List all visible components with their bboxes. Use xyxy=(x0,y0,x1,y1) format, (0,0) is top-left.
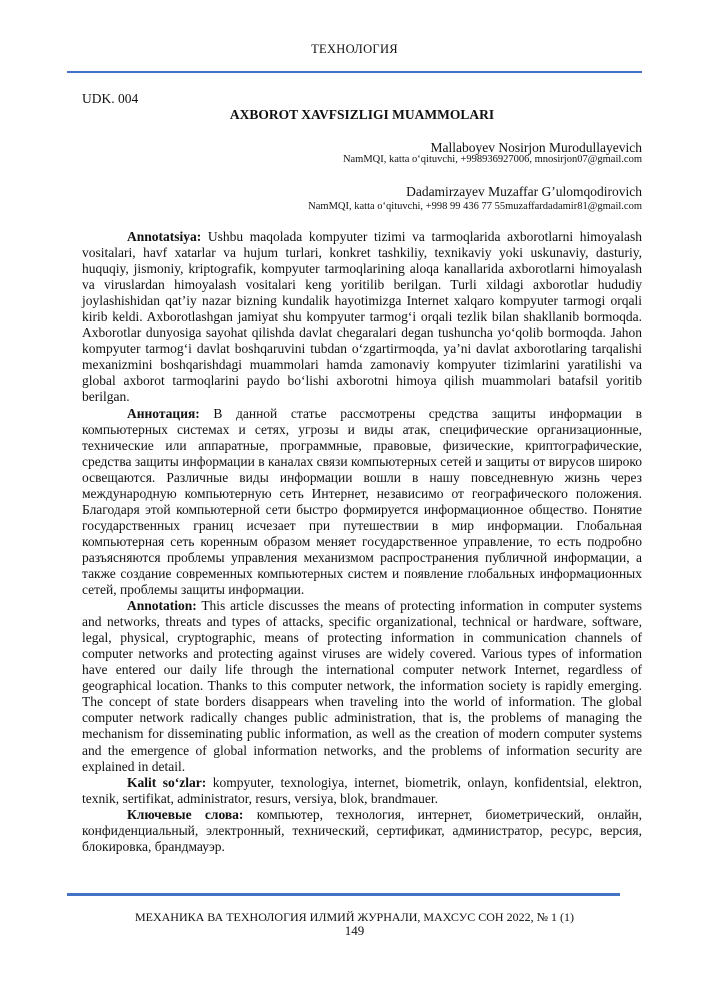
abstract-ru xyxy=(82,406,642,599)
page-number: 149 xyxy=(344,923,365,938)
journal-name: МЕХАНИКА ВА ТЕХНОЛОГИЯ ИЛМИЙ ЖУРНАЛИ, МАХСУС СОН 2022, № 1 (1) xyxy=(134,910,575,924)
keywords-uz-label: Kalit so‘zlar: xyxy=(127,774,207,790)
udk-code: UDK. 004 xyxy=(82,91,139,106)
running-head: ТЕХНОЛОГИЯ xyxy=(311,42,398,56)
keywords-ru-label: Ключевые слова: xyxy=(127,806,244,822)
keywords-ru-text: компьютер, технология, интернет, биометрический, онлайн, конфиденциальный, электронный, технический, сертификат, администратор, ресурс, версия, блокировка, брандмауэр. xyxy=(82,806,643,854)
footer-rule xyxy=(67,893,620,896)
abstract-uz-label: Annotatsiya: xyxy=(127,229,202,244)
abstract-ru-text: В данной статье рассмотрены средства защиты информации в компьютерных системах и сетях, угрозы и виды атак, специфические организационные, технические или аппаратные, программные, правовые, физические, криптографические, средства защиты информации в каналах связи компьютерных сетей и защиты от вирусов широко освещаются. Различные виды информации вошли в нашу повседневную жизнь через международную компьютерную сеть Интернет, независимо от географического положения. Благодаря этой компьютерной сети быстро формируется информационное общество. Понятие государственных границ исчезает при путешествии в мир информации. Глобальная компьютерная сеть коренным образом меняет государственное управление, то есть подробно разъясняются проблемы управления механизмом распространения публичной информации, а также создание современных компьютерных систем и появление глобальных информационных сетей, проблемы защиты информации. xyxy=(82,405,642,598)
header-rule xyxy=(67,71,642,73)
abstract-uz xyxy=(82,229,642,406)
abstract-en-text: This article discusses the means of protecting information in computer systems and networks, threats and types of attacks, specific organizational, technical or hardware, software, legal, physical, cryptographic, means of protecting information in communication channels of computer networks and protecting against viruses are widely covered. Various types of information have entered our daily life through the international computer network Internet, regardless of geographical location. Thanks to this computer network, the information society is rapidly emerging. The concept of state borders disappears when traveling into the world of information. The global computer network radically changes public administration, that is, the problems of managing the mechanism for disseminating public information, as well as the creation of modern computer systems and the emergence of global information networks, and the problems of information security are explained in detail. xyxy=(82,598,643,774)
abstract-en xyxy=(82,598,642,775)
abstract-ru-label: Аннотация: xyxy=(127,405,200,421)
article-title: AXBOROT XAVFSIZLIGI MUAMMOLARI xyxy=(229,107,495,122)
keywords-uz-text: kompyuter, texnologiya, internet, biometrik, onlayn, konfidentsial, elektron, texnik, sertifikat, administrator, resurs, versiya, blok, brandmauer. xyxy=(82,774,643,806)
keywords-uz xyxy=(82,775,642,807)
author-2-name: Dadamirzayev Muzaffar G’ulomqodirovich xyxy=(406,184,642,199)
article-body xyxy=(82,229,642,855)
author-1-name: Mallaboyev Nosirjon Murodullayevich xyxy=(430,140,642,155)
author-2-affiliation: NamMQI, katta o‘qituvchi, +998 99 436 77 55muzaffardadamir81@gmail.com xyxy=(308,201,642,212)
keywords-ru xyxy=(82,807,642,855)
author-1-affiliation: NamMQI, katta o‘qituvchi, +998936927006, mnosirjon07@gmail.com xyxy=(342,154,642,165)
abstract-en-label: Annotation: xyxy=(127,598,197,614)
abstract-uz-text: Ushbu maqolada kompyuter tizimi va tarmoqlarida axborotlarni himoyalash vositalari, havf xatarlar va hujum turlari, konkret tashkiliy, texnikaviy yoki uskunaviy, dasturiy, huquqiy, jismoniy, kriptografik, kompyuter tarmoqlarining aloqa kanallarida axborotlarni himoyalash va viruslardan himoyalash vositalari keng yoritilib berilgan. Turli xildagi axborotlar hududiy joylashishidan qat’iy nazar bizning kundalik hayotimizga Internet xalqaro kompyuter tarmogi orqali kirib keldi. Axborotlashgan jamiyat shu kompyuter tarmog‘i orqali tezlik bilan shakllanib bormoqda. Axborotlar dunyosiga sayohat qilishda davlat chegaralari degan tushuncha yo‘qolib bormoqda. Jahon kompyuter tarmog‘i davlat boshqaruvini tubdan o‘zgartirmoqda, ya’ni davlat axborotlaring tarqalishi mexanizmini boshqarishdagi muammolari hamda zamonaviy kompyuter tizimlarini yaratilishi va global axborot tarmoqlarini paydo bo‘lishi axborotni himoya qilish muammolari batafsil yoritib berilgan. xyxy=(82,229,642,405)
